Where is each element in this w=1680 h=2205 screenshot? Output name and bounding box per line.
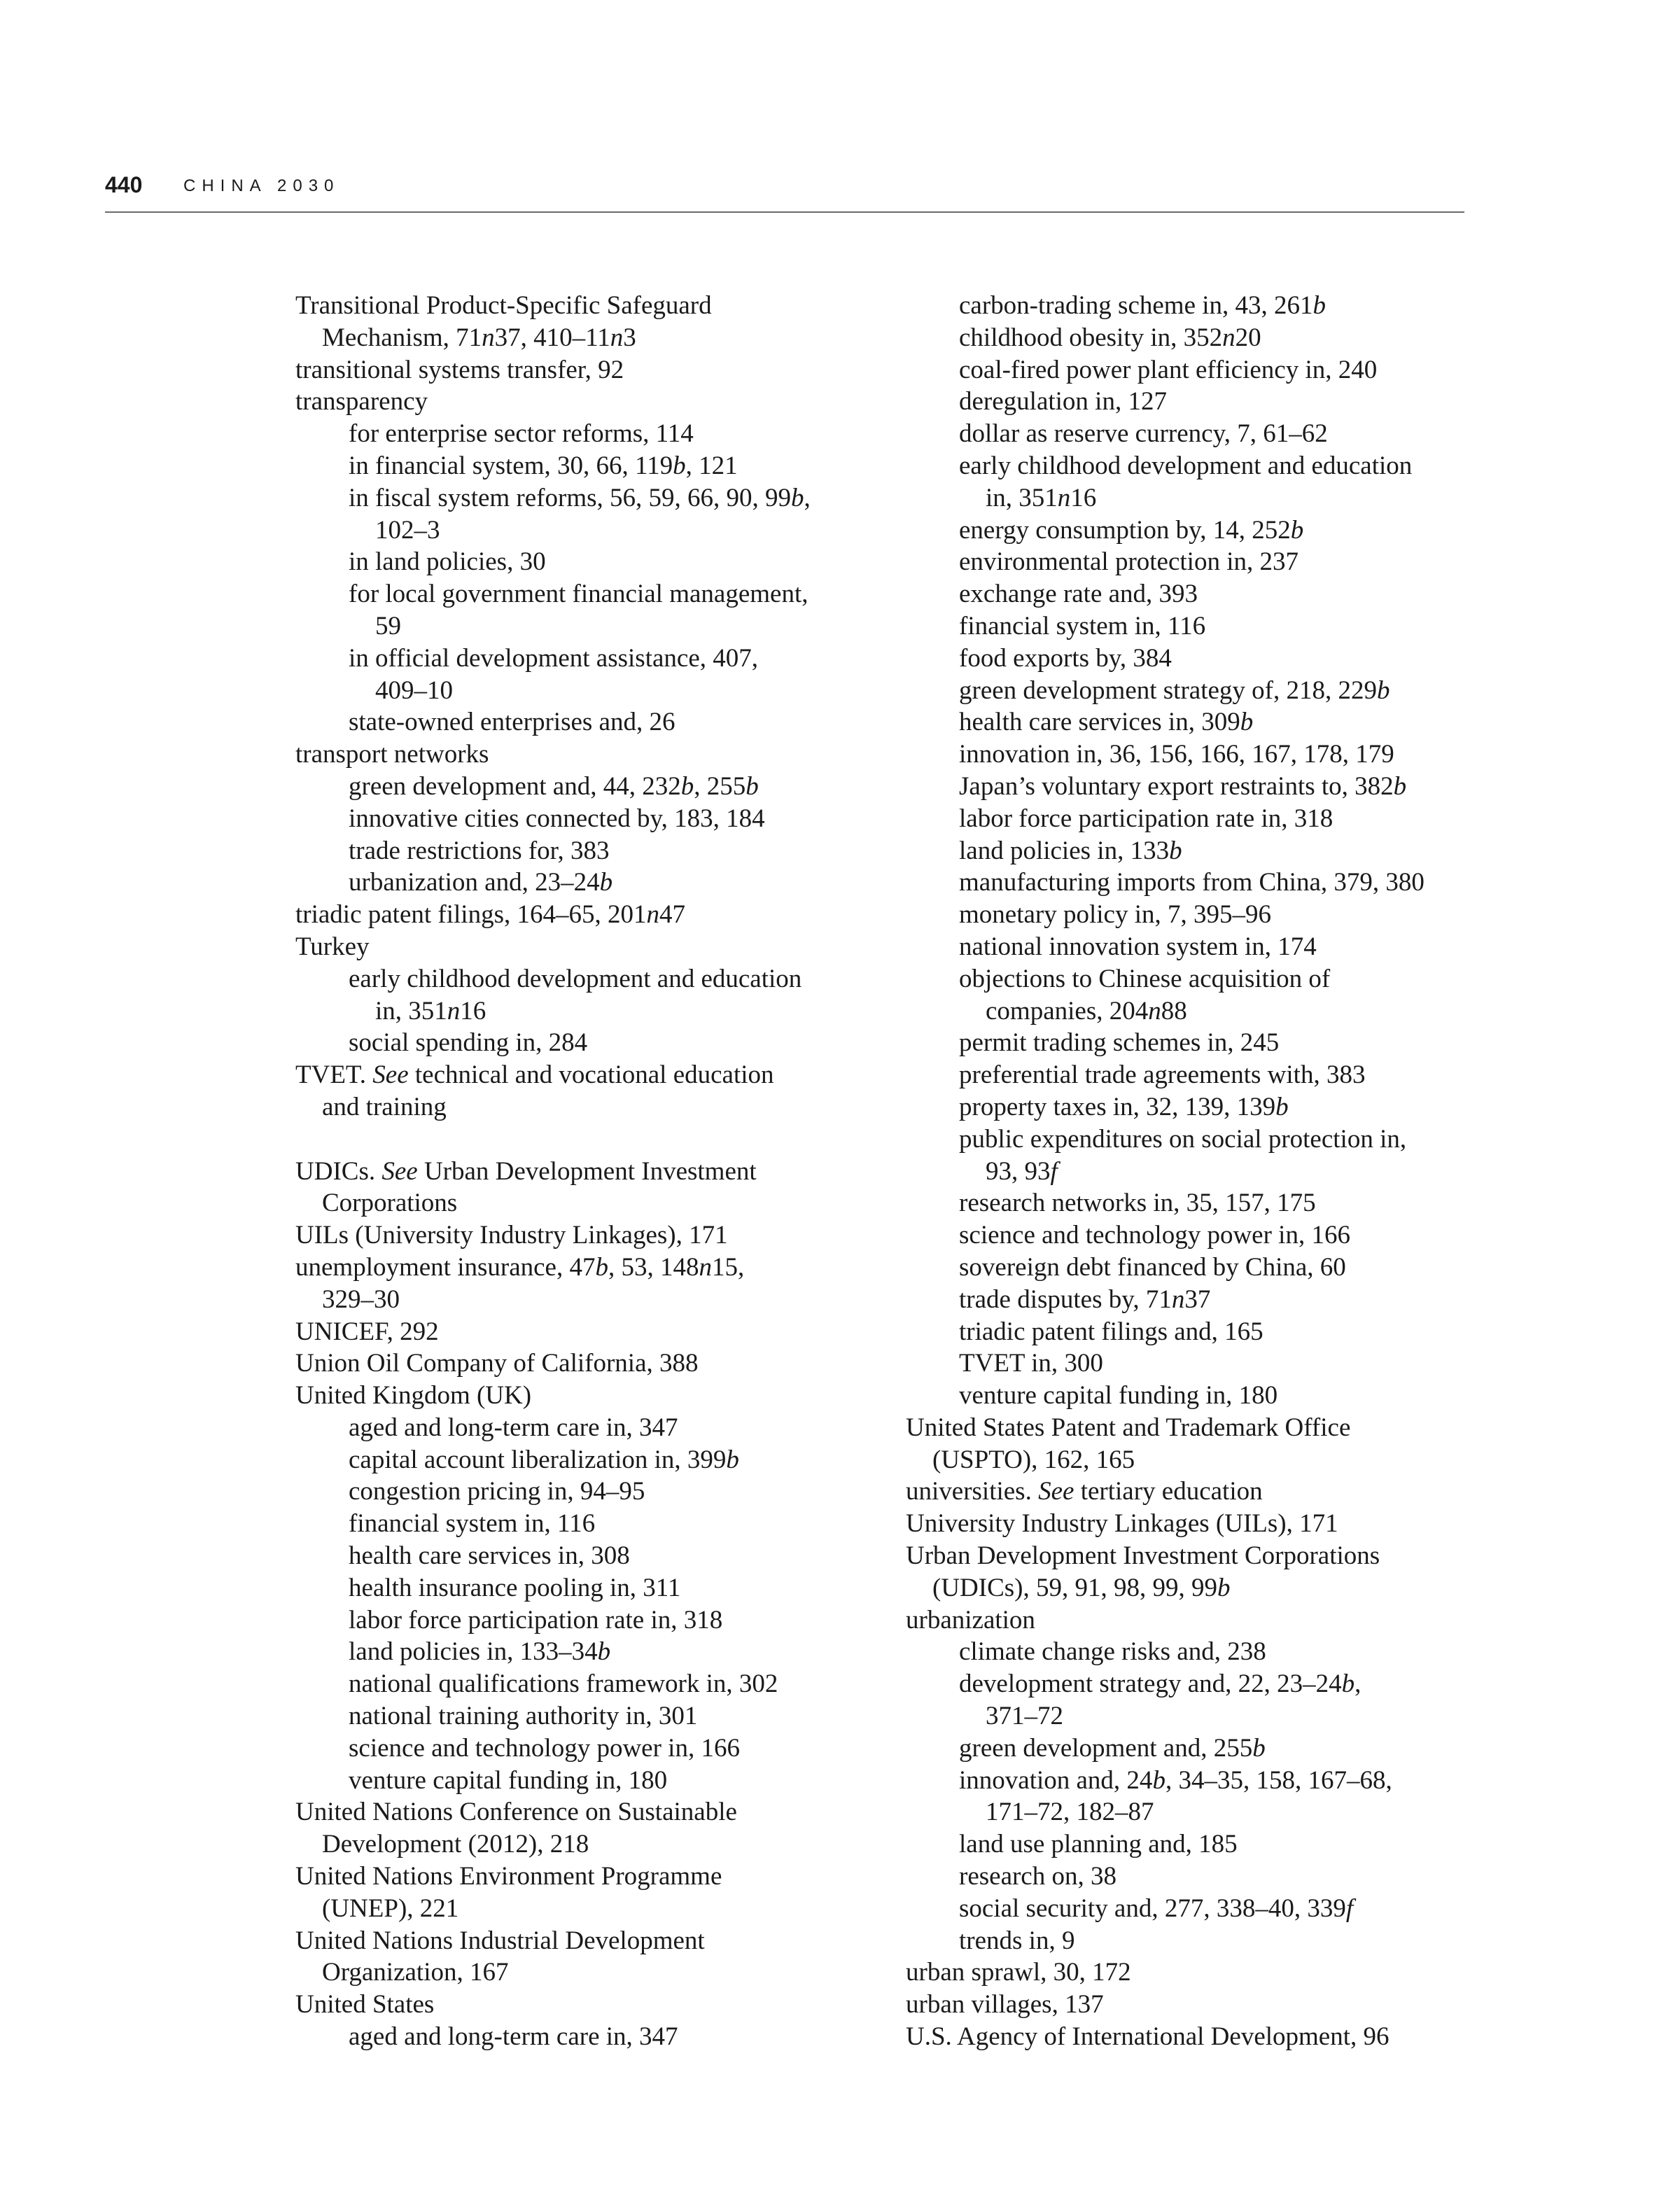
index-entry-continuation [295, 1284, 897, 1316]
index-subentry [295, 1636, 897, 1668]
index-text: , 34–35, 158, 167–68, [1165, 1765, 1392, 1795]
index-italic-text: b [1240, 708, 1254, 737]
index-text: environmental protection in, 237 [959, 547, 1298, 577]
index-column-left [295, 290, 897, 2053]
index-subentry-continuation [906, 482, 1508, 514]
index-text: transparency [295, 387, 428, 416]
index-entry-continuation [906, 1572, 1508, 1604]
index-text: in land policies, 30 [349, 547, 546, 577]
index-text: urban sprawl, 30, 172 [906, 1958, 1131, 1987]
index-text: 371–72 [986, 1702, 1063, 1731]
index-text: transitional systems transfer, 92 [295, 355, 624, 384]
index-text: land use planning and, 185 [959, 1830, 1238, 1859]
index-italic-text: b [726, 1445, 739, 1474]
index-text: , [804, 483, 811, 512]
index-text: 171–72, 182–87 [986, 1798, 1154, 1827]
index-text: childhood obesity in, 352 [959, 323, 1223, 352]
index-text: science and technology power in, 166 [959, 1221, 1350, 1250]
index-text: urbanization [906, 1605, 1035, 1634]
index-italic-text: b [673, 451, 686, 480]
index-entry [295, 1059, 897, 1091]
index-text: for local government financial management, [349, 580, 808, 609]
index-italic-text: b [1376, 676, 1390, 705]
index-subentry [906, 706, 1508, 738]
index-text: Transitional Product-Specific Safeguard [295, 291, 712, 320]
index-entry [295, 1156, 897, 1188]
index-subentry [295, 963, 897, 995]
index-entry [295, 290, 897, 322]
index-entry-continuation [295, 322, 897, 354]
index-subentry [906, 1027, 1508, 1059]
index-text: monetary policy in, 7, 395–96 [959, 900, 1271, 930]
index-subentry [295, 1444, 897, 1476]
index-subentry [295, 867, 897, 899]
index-italic-text: b [680, 771, 694, 801]
index-text: carbon-trading scheme in, 43, 261 [959, 291, 1313, 320]
index-italic-text: See [1038, 1477, 1074, 1506]
index-text: triadic patent filings and, 165 [959, 1317, 1264, 1346]
index-subentry [295, 835, 897, 867]
index-text: objections to Chinese acquisition of [959, 964, 1331, 993]
index-italic-text: See [382, 1156, 418, 1186]
index-subentry [295, 1412, 897, 1444]
index-italic-text: n [1222, 323, 1236, 352]
index-entry-continuation [295, 1893, 897, 1925]
index-entry [295, 1380, 897, 1412]
index-italic-text: b [1152, 1765, 1166, 1795]
index-text: social security and, 277, 338–40, 339 [959, 1893, 1346, 1923]
index-text: Japan’s voluntary export restraints to, 382 [959, 771, 1394, 801]
index-text: United Kingdom (UK) [295, 1381, 532, 1410]
index-text: TVET in, 300 [959, 1349, 1103, 1378]
index-text: United Nations Conference on Sustainable [295, 1798, 737, 1827]
index-italic-text: See [372, 1060, 409, 1090]
index-text: 16 [460, 996, 486, 1026]
index-text: green development and, 44, 232 [349, 771, 681, 801]
index-italic-text: b [1169, 836, 1182, 865]
index-italic-text: b [1275, 1092, 1289, 1121]
index-subentry-continuation [295, 514, 897, 547]
index-entry [906, 1508, 1508, 1540]
index-subentry [906, 1828, 1508, 1861]
index-subentry [906, 1732, 1508, 1765]
index-subentry [906, 675, 1508, 707]
index-entry [906, 1476, 1508, 1508]
index-text: food exports by, 384 [959, 643, 1172, 673]
index-text: urbanization and, 23–24 [349, 868, 600, 897]
index-subentry [906, 354, 1508, 386]
index-entry-continuation [906, 1444, 1508, 1476]
index-subentry [295, 1604, 897, 1637]
index-text: universities. [906, 1477, 1039, 1506]
index-entry [906, 1412, 1508, 1444]
index-subentry [906, 610, 1508, 643]
index-italic-text: n [646, 900, 659, 930]
index-text: , 255 [694, 771, 746, 801]
index-text: unemployment insurance, 47 [295, 1252, 596, 1282]
index-subentry [906, 322, 1508, 354]
index-subentry [906, 578, 1508, 610]
index-text: 102–3 [375, 515, 440, 545]
index-text: Urban Development Investment [417, 1156, 757, 1186]
index-text: manufacturing imports from China, 379, 380 [959, 868, 1424, 897]
index-text: United Nations Industrial Development [295, 1926, 705, 1955]
index-subentry [295, 546, 897, 578]
index-italic-text: b [1290, 515, 1304, 545]
index-subentry [906, 1861, 1508, 1893]
index-subentry [295, 706, 897, 738]
index-text: dollar as reserve currency, 7, 61–62 [959, 419, 1328, 449]
index-text: Union Oil Company of California, 388 [295, 1349, 699, 1378]
index-subentry [906, 738, 1508, 771]
index-subentry [295, 2021, 897, 2053]
index-text: public expenditures on social protection in, [959, 1124, 1407, 1154]
index-text: U.S. Agency of International Development, 96 [906, 2022, 1390, 2052]
index-entry [906, 2021, 1508, 2053]
index-text: coal-fired power plant efficiency in, 240 [959, 355, 1378, 384]
index-subentry [906, 546, 1508, 578]
index-subentry [906, 1252, 1508, 1284]
index-text: innovation in, 36, 156, 166, 167, 178, 179 [959, 740, 1394, 769]
index-text: health care services in, 308 [349, 1541, 630, 1571]
index-entry [906, 1540, 1508, 1572]
index-text: permit trading schemes in, 245 [959, 1028, 1280, 1058]
index-text: , [1354, 1670, 1362, 1699]
index-entry [906, 1956, 1508, 1989]
index-text: Development (2012), 218 [322, 1830, 589, 1859]
index-subentry [295, 1027, 897, 1059]
index-italic-text: n [610, 323, 624, 352]
index-subentry-continuation [906, 1700, 1508, 1732]
index-text: (UNEP), 221 [322, 1893, 459, 1923]
index-text: state-owned enterprises and, 26 [349, 708, 676, 737]
index-text: in fiscal system reforms, 56, 59, 66, 90, 99 [349, 483, 791, 512]
index-subentry [906, 1219, 1508, 1252]
running-head [105, 172, 1464, 213]
index-italic-text: b [599, 868, 613, 897]
index-text: early childhood development and education [349, 964, 802, 993]
index-text: 47 [659, 900, 685, 930]
index-text: early childhood development and education [959, 451, 1413, 480]
index-entry [295, 899, 897, 931]
index-entry [295, 1925, 897, 1957]
index-text: in official development assistance, 407, [349, 643, 758, 673]
index-subentry [295, 1700, 897, 1732]
index-text: Urban Development Investment Corporations [906, 1541, 1380, 1571]
index-subentry [906, 1316, 1508, 1348]
index-text: research on, 38 [959, 1862, 1116, 1891]
index-text: social spending in, 284 [349, 1028, 588, 1058]
index-text: in, 351 [986, 483, 1058, 512]
index-text: congestion pricing in, 94–95 [349, 1477, 645, 1506]
index-subentry [906, 899, 1508, 931]
index-subentry [906, 1765, 1508, 1797]
index-text: national innovation system in, 174 [959, 932, 1317, 961]
index-text: science and technology power in, 166 [349, 1733, 740, 1763]
index-entry [295, 931, 897, 963]
index-subentry [906, 1091, 1508, 1124]
index-text: 37, 410–11 [494, 323, 610, 352]
index-text: Mechanism, 71 [322, 323, 482, 352]
index-text: trade disputes by, 71 [959, 1284, 1172, 1314]
index-text: aged and long-term care in, 347 [349, 2022, 678, 2052]
index-subentry-continuation [295, 610, 897, 643]
index-text: aged and long-term care in, 347 [349, 1413, 678, 1442]
index-subentry [906, 386, 1508, 418]
index-text: innovative cities connected by, 183, 184 [349, 804, 765, 833]
index-subentry [906, 450, 1508, 482]
index-text: climate change risks and, 238 [959, 1637, 1266, 1667]
index-text: land policies in, 133–34 [349, 1637, 598, 1667]
index-subentry [906, 1380, 1508, 1412]
index-subentry-continuation [295, 675, 897, 707]
index-italic-text: n [699, 1252, 712, 1282]
index-text: companies, 204 [986, 996, 1149, 1026]
index-italic-text: b [597, 1637, 611, 1667]
index-entry [906, 1989, 1508, 2021]
index-subentry-continuation [906, 995, 1508, 1028]
index-text: UDICs. [295, 1156, 382, 1186]
index-subentry [906, 867, 1508, 899]
index-subentry [295, 482, 897, 514]
index-text: trends in, 9 [959, 1926, 1075, 1955]
index-entry [295, 1219, 897, 1252]
index-text: 409–10 [375, 676, 453, 705]
index-text: 88 [1161, 996, 1187, 1026]
index-entry [295, 1796, 897, 1828]
index-italic-text: b [1312, 291, 1326, 320]
index-text: 59 [375, 611, 401, 640]
index-subentry [906, 771, 1508, 803]
index-text: property taxes in, 32, 139, 139 [959, 1092, 1276, 1121]
index-text: tertiary education [1074, 1477, 1263, 1506]
index-text: UNICEF, 292 [295, 1317, 439, 1346]
index-text: labor force participation rate in, 318 [959, 804, 1334, 833]
index-italic-text: b [595, 1252, 608, 1282]
index-text: land policies in, 133 [959, 836, 1170, 865]
index-text: transport networks [295, 740, 489, 769]
index-text: exchange rate and, 393 [959, 580, 1198, 609]
index-text: , 121 [685, 451, 738, 480]
index-italic-text: b [1217, 1573, 1231, 1602]
index-spacer [295, 1124, 897, 1156]
index-text: health insurance pooling in, 311 [349, 1573, 681, 1602]
index-subentry [295, 643, 897, 675]
index-text: research networks in, 35, 157, 175 [959, 1189, 1316, 1218]
index-entry-continuation [295, 1091, 897, 1124]
index-subentry-continuation [906, 1796, 1508, 1828]
index-italic-text: n [1057, 483, 1071, 512]
index-text: venture capital funding in, 180 [349, 1765, 668, 1795]
index-subentry [295, 803, 897, 835]
index-subentry [906, 418, 1508, 450]
index-subentry [295, 1508, 897, 1540]
index-text: energy consumption by, 14, 252 [959, 515, 1291, 545]
index-subentry [295, 1765, 897, 1797]
index-text: (UDICs), 59, 91, 98, 99, 99 [932, 1573, 1217, 1602]
index-text: TVET. [295, 1060, 373, 1090]
index-text: labor force participation rate in, 318 [349, 1605, 723, 1634]
index-subentry [906, 1187, 1508, 1219]
index-entry [906, 1604, 1508, 1637]
index-entry [295, 1348, 897, 1380]
index-text: in financial system, 30, 66, 119 [349, 451, 673, 480]
index-italic-text: b [746, 771, 759, 801]
index-subentry [295, 771, 897, 803]
index-text: Turkey [295, 932, 370, 961]
index-entry [295, 1861, 897, 1893]
index-entry-continuation [295, 1828, 897, 1861]
index-text: (USPTO), 162, 165 [932, 1445, 1135, 1474]
index-text: green development and, 255 [959, 1733, 1253, 1763]
index-text: Corporations [322, 1189, 458, 1218]
index-text: venture capital funding in, 180 [959, 1381, 1278, 1410]
index-entry [295, 1989, 897, 2021]
index-italic-text: n [482, 323, 495, 352]
index-text: innovation and, 24 [959, 1765, 1153, 1795]
index-text: and training [322, 1092, 447, 1121]
book-title: CHINA 2030 [183, 176, 340, 195]
index-text: development strategy and, 22, 23–24 [959, 1670, 1342, 1699]
index-text: United Nations Environment Programme [295, 1862, 722, 1891]
index-subentry-continuation [295, 995, 897, 1028]
index-italic-text: f [1345, 1893, 1354, 1923]
index-entry-continuation [295, 1956, 897, 1989]
index-subentry [906, 963, 1508, 995]
index-text: preferential trade agreements with, 383 [959, 1060, 1366, 1090]
index-text: University Industry Linkages (UILs), 171 [906, 1509, 1338, 1539]
index-italic-text: n [447, 996, 461, 1026]
index-text: national qualifications framework in, 302 [349, 1670, 778, 1699]
index-text: financial system in, 116 [349, 1509, 596, 1539]
index-subentry [295, 1572, 897, 1604]
index-text: deregulation in, 127 [959, 387, 1167, 416]
index-subentry [906, 1636, 1508, 1668]
index-text: 3 [623, 323, 636, 352]
index-text: trade restrictions for, 383 [349, 836, 610, 865]
index-italic-text: n [1171, 1284, 1185, 1314]
index-italic-text: b [1252, 1733, 1266, 1763]
index-text: capital account liberalization in, 399 [349, 1445, 727, 1474]
index-text: urban villages, 137 [906, 1990, 1104, 2019]
index-entry [295, 386, 897, 418]
index-text: triadic patent filings, 164–65, 201 [295, 900, 647, 930]
index-subentry [295, 1732, 897, 1765]
index-subentry [906, 643, 1508, 675]
index-text: green development strategy of, 218, 229 [959, 676, 1377, 705]
index-text: , 53, 148 [608, 1252, 699, 1282]
index-subentry [295, 450, 897, 482]
index-text: UILs (University Industry Linkages), 171 [295, 1221, 728, 1250]
index-text: 15, [711, 1252, 745, 1282]
index-text: sovereign debt financed by China, 60 [959, 1252, 1346, 1282]
index-text: 37 [1184, 1284, 1211, 1314]
index-subentry [906, 1059, 1508, 1091]
index-italic-text: b [1393, 771, 1407, 801]
index-text: in, 351 [375, 996, 447, 1026]
index-entry-continuation [295, 1187, 897, 1219]
index-subentry [295, 1476, 897, 1508]
index-subentry [906, 1348, 1508, 1380]
index-subentry [906, 1893, 1508, 1925]
index-subentry [906, 1668, 1508, 1700]
index-italic-text: n [1148, 996, 1161, 1026]
index-text: 93, 93 [986, 1156, 1051, 1186]
page-number: 440 [105, 172, 143, 197]
index-entry [295, 354, 897, 386]
index-subentry [906, 1284, 1508, 1316]
index-text: 329–30 [322, 1284, 400, 1314]
index-entry [295, 1252, 897, 1284]
index-text: for enterprise sector reforms, 114 [349, 419, 694, 449]
index-italic-text: b [1341, 1670, 1355, 1699]
index-subentry [906, 514, 1508, 547]
index-text: Organization, 167 [322, 1958, 509, 1987]
index-subentry-continuation [906, 1156, 1508, 1188]
index-subentry [906, 835, 1508, 867]
index-subentry [906, 803, 1508, 835]
index-text: health care services in, 309 [959, 708, 1240, 737]
index-subentry [295, 1540, 897, 1572]
index-subentry [906, 931, 1508, 963]
index-italic-text: b [791, 483, 804, 512]
index-text: United States [295, 1990, 435, 2019]
index-subentry [295, 418, 897, 450]
index-text: financial system in, 116 [959, 611, 1206, 640]
index-subentry [295, 578, 897, 610]
index-text: 20 [1235, 323, 1261, 352]
index-text: technical and vocational education [408, 1060, 774, 1090]
index-subentry [906, 1124, 1508, 1156]
index-text: 16 [1070, 483, 1097, 512]
index-entry [295, 1316, 897, 1348]
index-column-right [906, 290, 1508, 2053]
index-subentry [906, 1925, 1508, 1957]
index-italic-text: f [1050, 1156, 1058, 1186]
index-text: national training authority in, 301 [349, 1702, 698, 1731]
index-subentry [906, 290, 1508, 322]
index-subentry [295, 1668, 897, 1700]
index-text: United States Patent and Trademark Office [906, 1413, 1351, 1442]
index-entry [295, 738, 897, 771]
